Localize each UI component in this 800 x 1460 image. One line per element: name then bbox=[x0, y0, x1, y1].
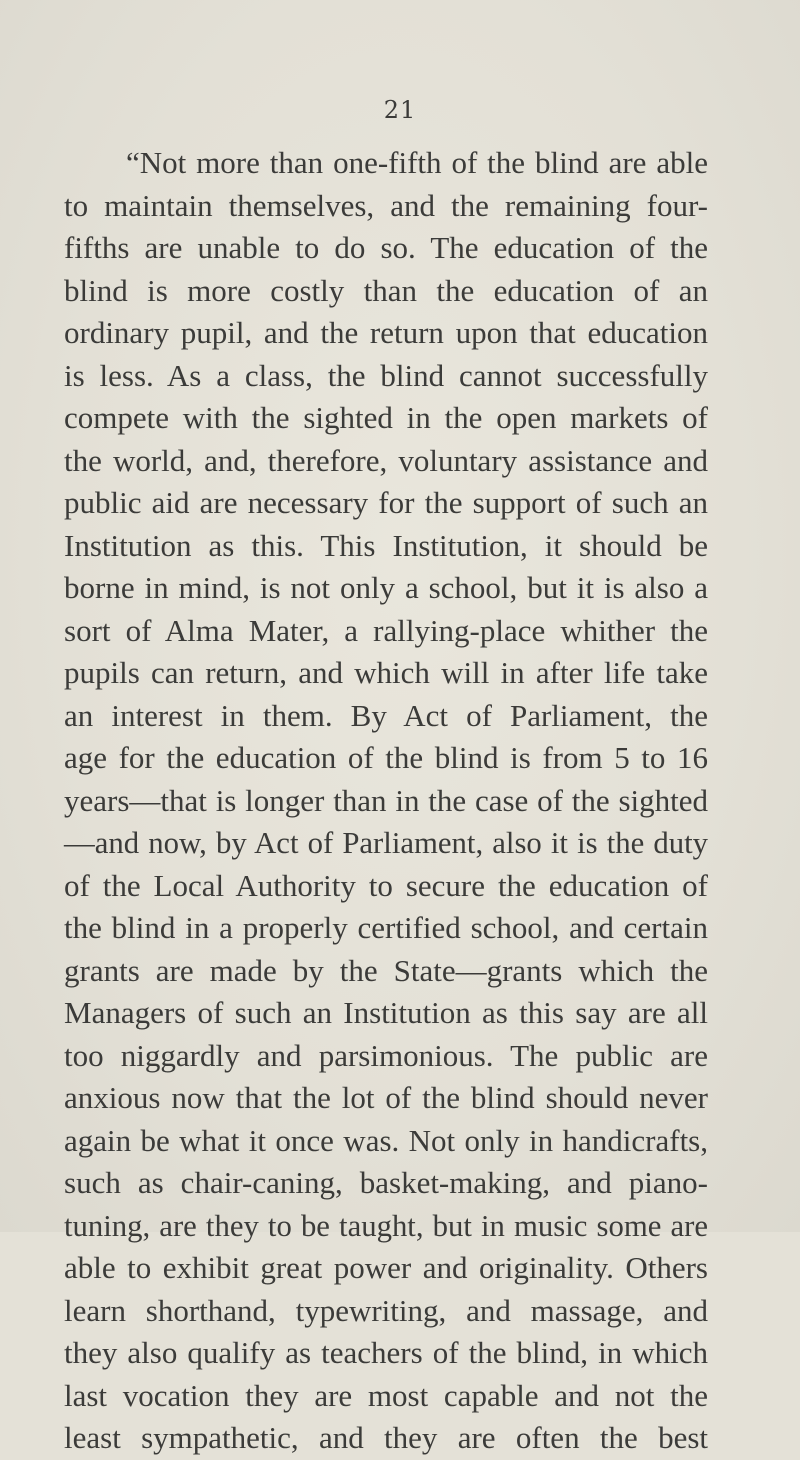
text-line: last vocation they are most capable and not the bbox=[64, 1377, 708, 1413]
text-line: an interest in them. By Act of Parliament, the bbox=[64, 697, 708, 733]
text-line: the blind in a properly certified school, and certain bbox=[64, 910, 708, 945]
text-line: to maintain themselves, and the remaining four- bbox=[64, 187, 708, 223]
page-number: 21 bbox=[383, 96, 417, 124]
text-line: such as chair-caning, basket-making, and piano- bbox=[64, 1165, 708, 1200]
text-line: “Not more than one-fifth of the blind are able bbox=[126, 145, 708, 180]
text-line: anxious now that the lot of the blind should never bbox=[64, 1080, 708, 1115]
text-line: age for the education of the blind is from 5 to 16 bbox=[64, 740, 708, 775]
body-paragraph bbox=[64, 142, 708, 1460]
text-line: least sympathetic, and they are often the best bbox=[64, 1420, 708, 1455]
text-line: of the Local Authority to secure the education of bbox=[64, 867, 708, 903]
text-line: the world, and, therefore, voluntary assistance and bbox=[64, 442, 708, 478]
text-line: they also qualify as teachers of the blind, in which bbox=[64, 1335, 708, 1370]
text-line: too niggardly and parsimonious. The public are bbox=[64, 1037, 708, 1073]
text-line: sort of Alma Mater, a rallying-place whither the bbox=[64, 612, 708, 648]
text-line: borne in mind, is not only a school, but it is also a bbox=[64, 570, 708, 605]
text-line: able to exhibit great power and originality. Others bbox=[64, 1250, 708, 1285]
text-line: public aid are necessary for the support of such an bbox=[64, 485, 708, 520]
text-line: years—that is longer than in the case of the sighted bbox=[64, 782, 708, 818]
text-line: again be what it once was. Not only in handicrafts, bbox=[64, 1122, 708, 1158]
text-line: compete with the sighted in the open markets of bbox=[64, 400, 708, 435]
text-line: fifths are unable to do so. The education of the bbox=[64, 230, 708, 265]
text-line: is less. As a class, the blind cannot successfully bbox=[64, 357, 708, 393]
text-line: tuning, are they to be taught, but in music some are bbox=[64, 1208, 708, 1243]
text-line: Institution as this. This Institution, it should be bbox=[64, 527, 708, 563]
text-line: learn shorthand, typewriting, and massage, and bbox=[64, 1292, 708, 1328]
text-line: pupils can return, and which will in after life take bbox=[64, 655, 708, 690]
text-line: —and now, by Act of Parliament, also it is the duty bbox=[64, 826, 708, 860]
text-line: ordinary pupil, and the return upon that education bbox=[64, 315, 708, 350]
text-line: blind is more costly than the education of an bbox=[64, 272, 708, 308]
text-line: Managers of such an Institution as this say are all bbox=[64, 995, 708, 1030]
text-line: grants are made by the State—grants which the bbox=[64, 952, 708, 988]
